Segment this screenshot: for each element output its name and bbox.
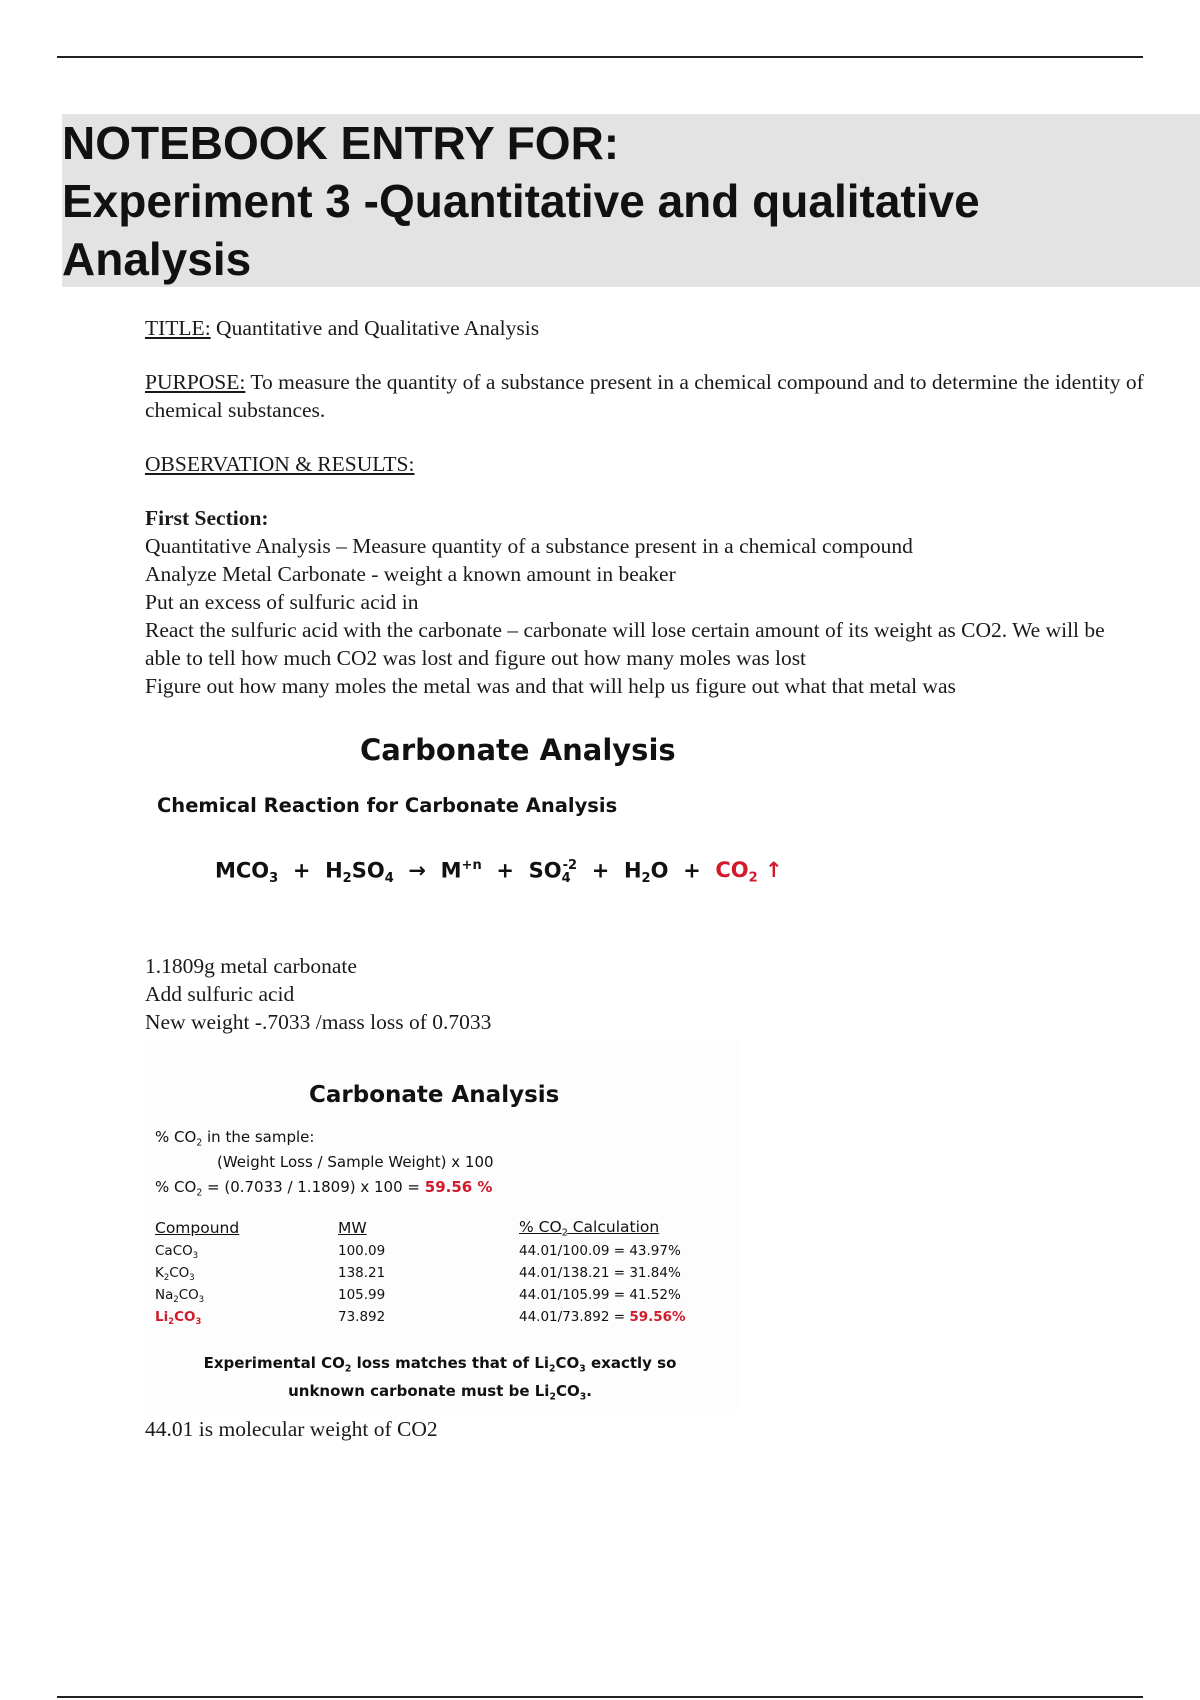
bottom-rule [57, 1696, 1143, 1698]
table-row-highlight [155, 1306, 749, 1328]
calc-cell: 44.01/100.09 = 43.97% [519, 1243, 681, 1259]
measurement-line: New weight -.7033 /mass loss of 0.7033 [145, 1010, 492, 1034]
compound-cell: $Li_2CO_3$ [155, 1308, 202, 1326]
arrow-right-icon: → [408, 858, 427, 883]
mco-formula: MCO [215, 858, 270, 883]
plus-sign: + [496, 858, 514, 883]
section-line: Analyze Metal Carbonate - weight a known amount in beaker [145, 562, 676, 586]
reaction-equation: $MCO_3 + H_2SO_4 \to M^{+n} + SO_4^{-2} + H_2O + CO_2$ ↑ [215, 858, 783, 886]
mw-cell: 100.09 [338, 1243, 386, 1259]
measurement-line: 1.1809g metal carbonate [145, 954, 357, 978]
calc-cell: 44.01/73.892 = 59.56% [519, 1309, 686, 1325]
pct-result: 59.56 % [424, 1178, 493, 1196]
plus-sign: + [292, 858, 311, 883]
table-row [155, 1284, 749, 1306]
page-title [62, 114, 1200, 288]
figure1-subtitle: Chemical Reaction for Carbonate Analysis [157, 794, 618, 817]
table-row [155, 1262, 749, 1284]
header-pct: % $CO_2$ Calculation [519, 1217, 660, 1239]
purpose-row [145, 368, 1145, 424]
table-header-row [155, 1216, 749, 1240]
section-line: Put an excess of sulfuric acid in [145, 590, 419, 614]
observation-label: OBSERVATION & RESULTS: [145, 452, 415, 476]
compound-table-wrap [155, 1216, 749, 1328]
pct-calculation: % $CO_2 = (0.7033 / 1.1809)$ x 100 = 59.56 % [155, 1178, 493, 1199]
mw-cell: 138.21 [338, 1265, 386, 1281]
title-row [145, 314, 1145, 342]
section-line: Figure out how many moles the metal was and that will help us figure out what that metal was [145, 674, 956, 698]
compound-cell: $K_2CO_3$ [155, 1264, 195, 1282]
entry-block [145, 314, 1145, 700]
section-line: Quantitative Analysis – Measure quantity of a substance present in a chemical compound [145, 534, 913, 558]
purpose-value: To measure the quantity of a substance present in a chemical compound and to determine the identity of chemical substances. [145, 370, 1144, 422]
measurement-line: Add sulfuric acid [145, 982, 295, 1006]
plus-sign: + [591, 858, 610, 883]
mw-cell: 105.99 [338, 1287, 386, 1303]
table-row [155, 1240, 749, 1262]
pct-formula: (Weight Loss / Sample Weight) x 100 [217, 1153, 494, 1171]
title-label: TITLE: [145, 316, 211, 340]
title-value: Quantitative and Qualitative Analysis [216, 316, 540, 340]
section-heading: First Section: [145, 506, 269, 530]
section-line: React the sulfuric acid with the carbonate – carbonate will lose certain amount of its weight as CO2. We will be able to tell how much CO2 was lost and figure out how many moles was lost [145, 618, 1105, 670]
figure2-title: Carbonate Analysis [309, 1082, 560, 1108]
conclusion-text: Experimental $CO_2$ loss matches that of $Li_2CO_3$ exactly so unknown carbonate must be $Li_2CO_3$. [203, 1354, 677, 1403]
pct-label: % $CO_2$ in the sample: [155, 1128, 315, 1149]
mw-cell: 73.892 [338, 1309, 386, 1325]
figure1-title: Carbonate Analysis [360, 733, 676, 767]
purpose-label: PURPOSE: [145, 370, 246, 394]
compound-cell: CaCO$_3$ [155, 1242, 199, 1260]
calc-cell: 44.01/138.21 = 31.84% [519, 1265, 681, 1281]
compound-cell: $Na_2CO_3$ [155, 1286, 205, 1304]
co2-product: $CO_2$ ↑ [715, 858, 783, 886]
measurements-block [145, 952, 1145, 1036]
arrow-up-icon: ↑ [764, 858, 783, 883]
calc-cell: 44.01/105.99 = 41.52% [519, 1287, 681, 1303]
compound-table [155, 1216, 749, 1328]
plus-sign: + [683, 858, 701, 883]
header-compound: Compound [155, 1219, 240, 1237]
observation-row [145, 450, 1145, 478]
footer-note: 44.01 is molecular weight of CO2 [145, 1417, 438, 1441]
top-rule [57, 56, 1143, 58]
title-line-3: Analysis [62, 233, 252, 285]
title-line-1: NOTEBOOK ENTRY FOR: [62, 117, 620, 169]
title-line-2: Experiment 3 -Quantitative and qualitative [62, 175, 980, 227]
header-mw: MW [338, 1219, 367, 1237]
title-band [62, 114, 1200, 287]
